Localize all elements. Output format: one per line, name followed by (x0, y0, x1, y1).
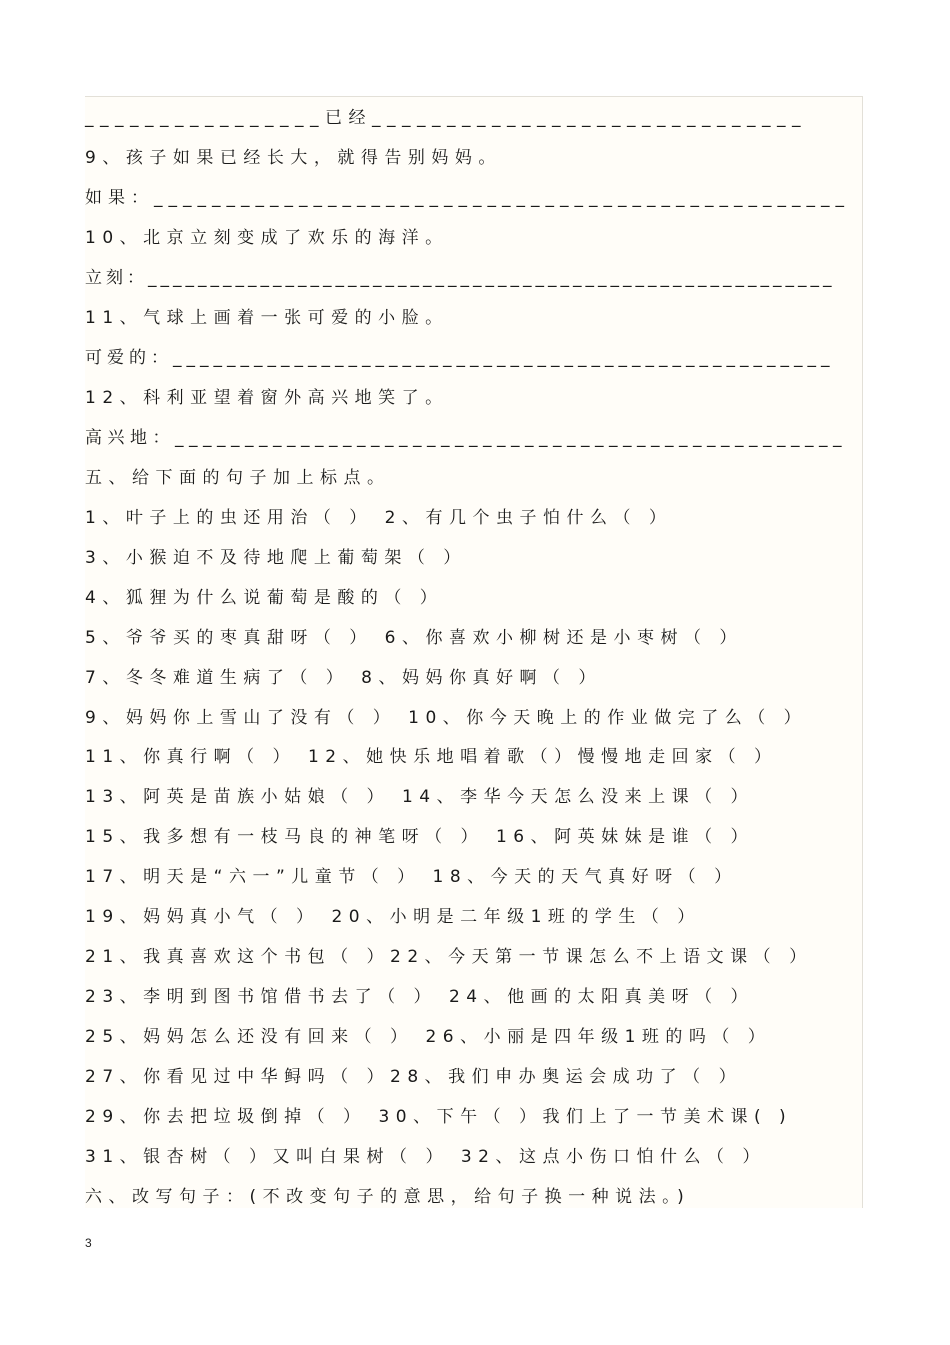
worksheet-line: 12、科利亚望着窗外高兴地笑了。 (85, 388, 449, 408)
worksheet-line: 4、狐狸为什么说葡萄是酸的（ ） (85, 588, 444, 608)
worksheet-line: 27、你看见过中华鲟吗（ ）28、我们申办奥运会成功了（ ） (85, 1067, 743, 1087)
worksheet-line: 3、小猴迫不及待地爬上葡萄架（ ） (85, 548, 467, 568)
worksheet-line: 10、北京立刻变成了欢乐的海洋。 (85, 228, 449, 248)
page-number: 3 (85, 1236, 92, 1250)
worksheet-line: 13、阿英是苗族小姑娘（ ） 14、李华今天怎么没来上课（ ） (85, 787, 754, 807)
worksheet-line: 25、妈妈怎么还没有回来（ ） 26、小丽是四年级1班的吗（ ） (85, 1027, 772, 1047)
worksheet-line: 23、李明到图书馆借书去了（ ） 24、他画的太阳真美呀（ ） (85, 987, 754, 1007)
worksheet-line: 31、银杏树（ ）又叫白果树（ ） 32、这点小伤口怕什么（ ） (85, 1147, 766, 1167)
worksheet-line: ________________已经_____________________________ (85, 108, 807, 128)
worksheet-line: 19、妈妈真小气（ ） 20、小明是二年级1班的学生（ ） (85, 907, 701, 927)
worksheet-line: 可爱的：_________________________________________________ (85, 348, 835, 368)
worksheet-line: 7、冬冬难道生病了（ ） 8、妈妈你真好啊（ ） (85, 668, 602, 688)
worksheet-line: 29、你去把垃圾倒掉（ ） 30、下午（ ）我们上了一节美术课( ) (85, 1107, 793, 1127)
worksheet-line: 21、我真喜欢这个书包（ ）22、今天第一节课怎么不上语文课（ ） (85, 947, 813, 967)
worksheet-line: 5、爷爷买的枣真甜呀（ ） 6、你喜欢小柳树还是小枣树（ ） (85, 628, 743, 648)
worksheet-line: 15、我多想有一枝马良的神笔呀（ ） 16、阿英妹妹是谁（ ） (85, 827, 754, 847)
worksheet-line: 如果：________________________________________________ (85, 188, 850, 208)
worksheet-line: 立刻：_______________________________________________________ (85, 268, 836, 288)
worksheet-line: 1、叶子上的虫还用治（ ） 2、有几个虫子怕什么（ ） (85, 508, 673, 528)
worksheet-line: 11、气球上画着一张可爱的小脸。 (85, 308, 449, 328)
section-heading: 五、给下面的句子加上标点。 (85, 468, 391, 488)
worksheet-line: 9、孩子如果已经长大，就得告别妈妈。 (85, 148, 502, 168)
section-heading: 六、改写句子：(不改变句子的意思，给句子换一种说法。) (85, 1187, 691, 1207)
worksheet-line: 11、你真行啊（ ） 12、她快乐地唱着歌（）慢慢地走回家（ ） (85, 747, 778, 767)
worksheet-line: 9、妈妈你上雪山了没有（ ） 10、你今天晚上的作业做完了么（ ） (85, 708, 808, 728)
worksheet-line: 17、明天是“六一”儿童节（ ） 18、今天的天气真好呀（ ） (85, 867, 738, 887)
worksheet-line: 高兴地：________________________________________________ (85, 428, 847, 448)
